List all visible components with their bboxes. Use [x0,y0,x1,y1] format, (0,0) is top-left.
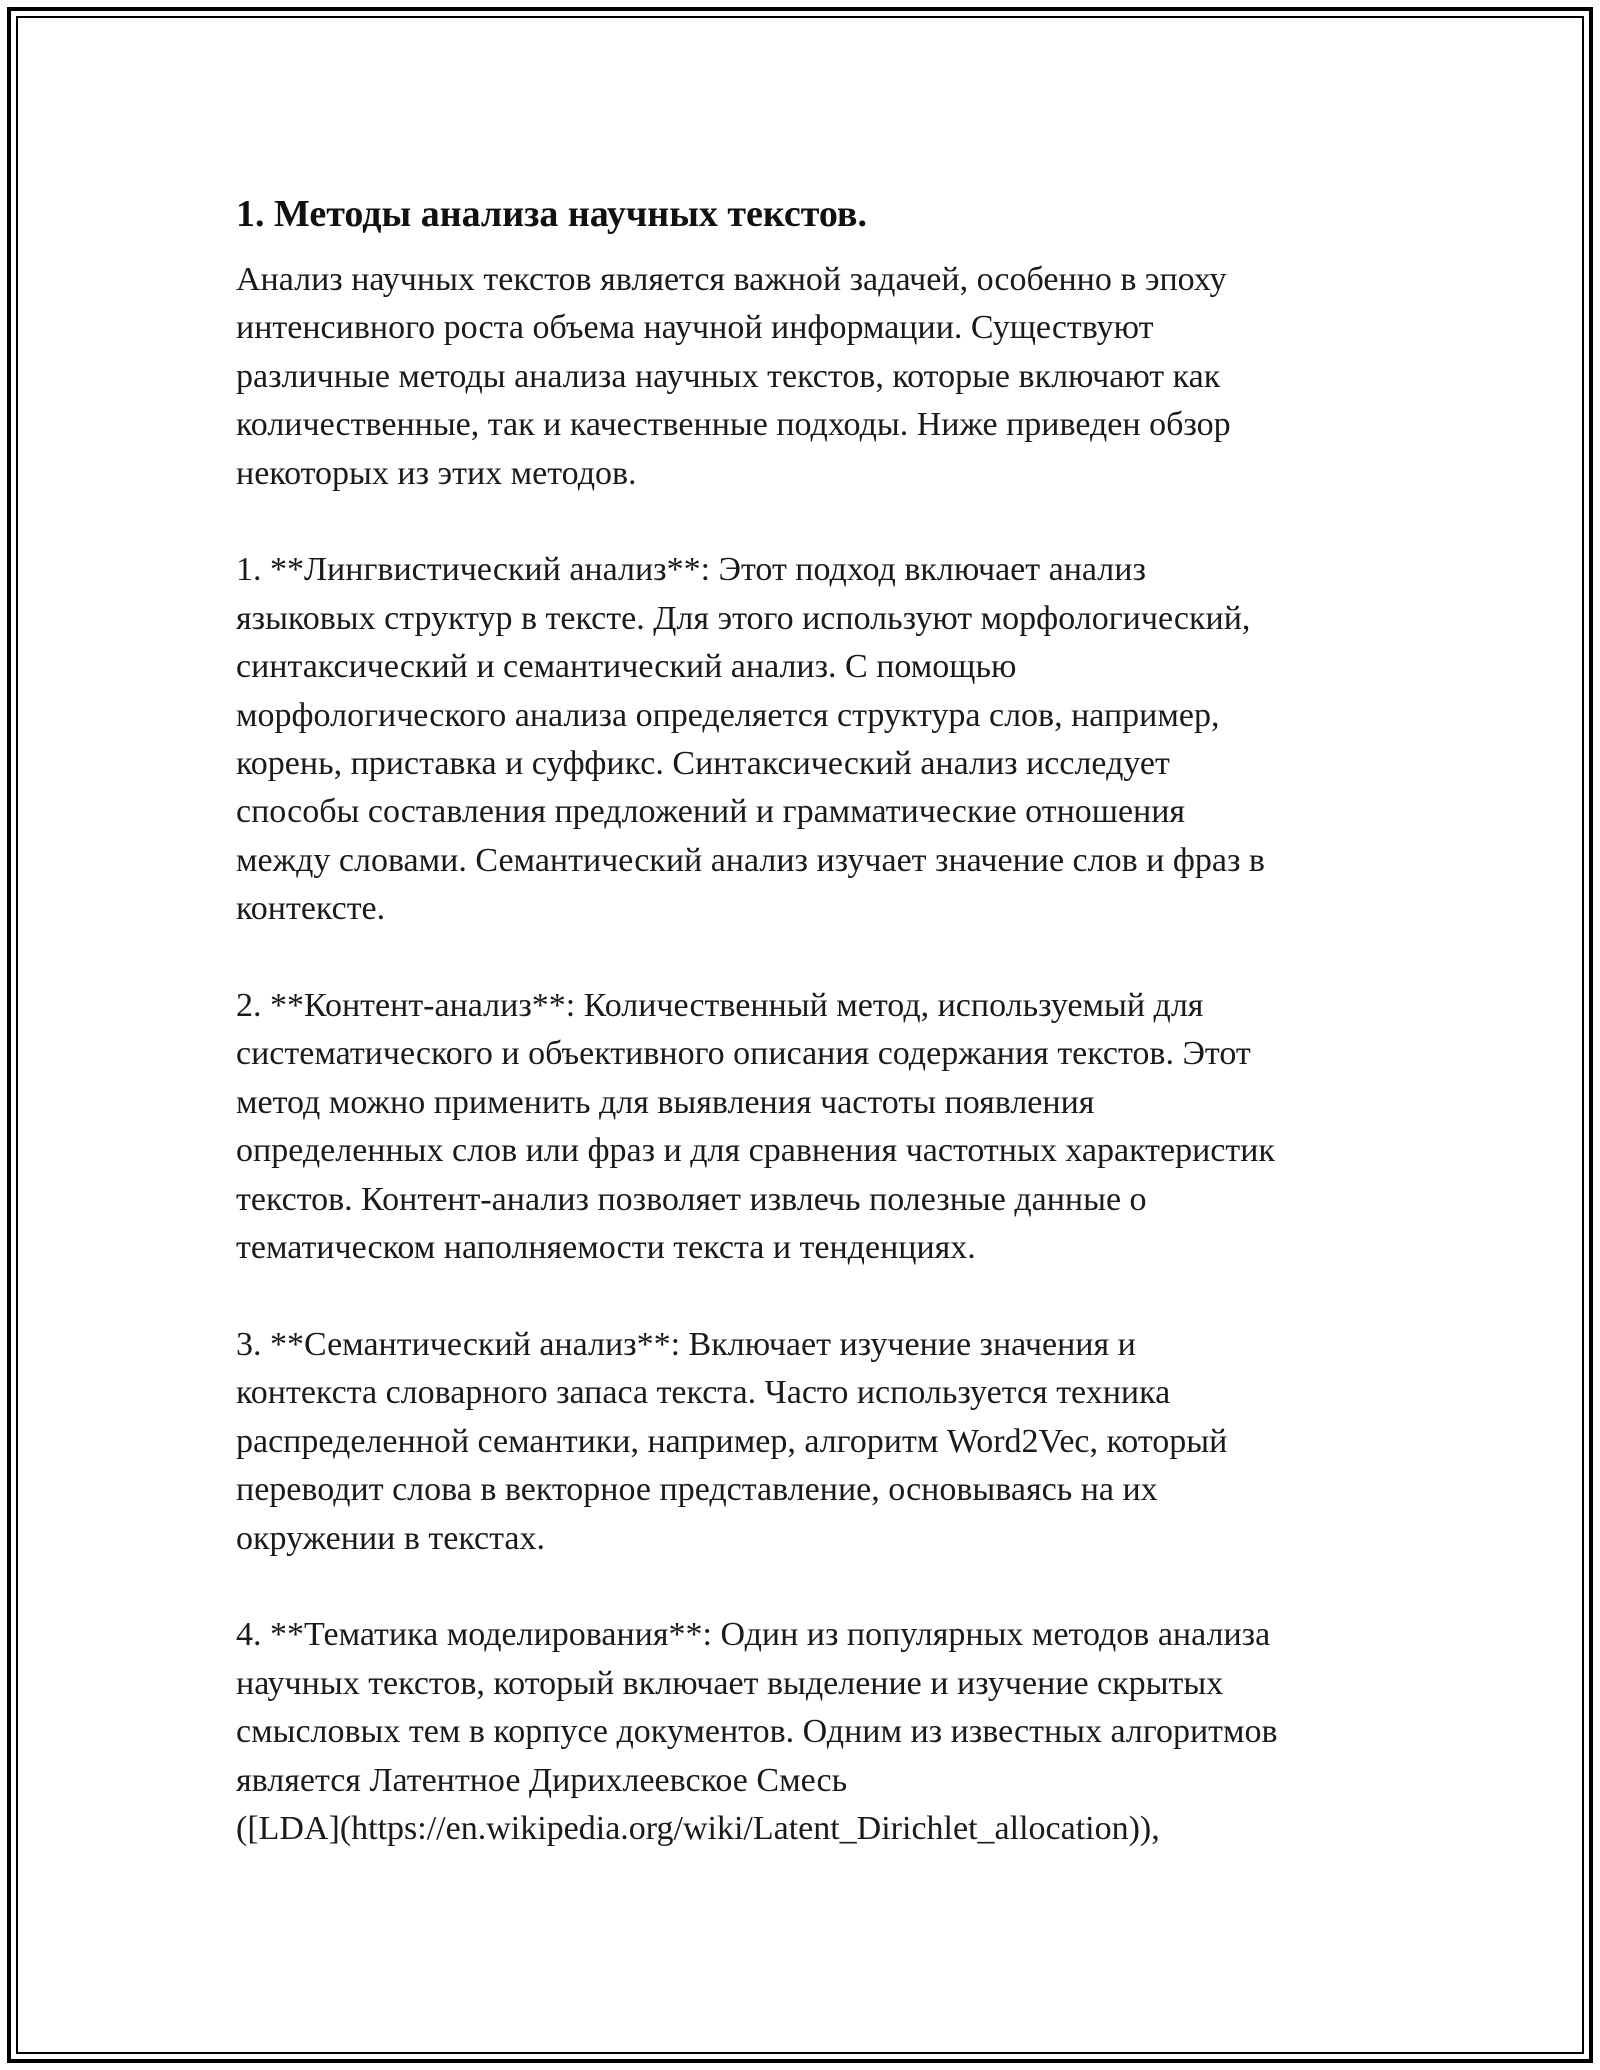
text-line: Анализ научных текстов является важной задачей, особенно в эпоху [236,261,1227,298]
text-line: метод можно применить для выявления частоты появления [236,1083,1095,1121]
text-line: количественные, так и качественные подходы. Ниже приведен обзор [236,406,1231,444]
text-line: 3. **Семантический анализ**: Включает изучение значения и [236,1325,1136,1363]
method-paragraph-content-analysis [236,982,1376,1272]
text-line: окружении в текстах. [236,1519,545,1557]
text-line: корень, приставка и суффикс. Синтаксический анализ исследует [236,745,1170,783]
method-paragraph-linguistic [236,546,1376,933]
text-line: способы составления предложений и грамматические отношения [236,793,1186,831]
method-paragraph-semantic [236,1321,1376,1563]
text-line: различные методы анализа научных текстов, которые включают как [236,357,1221,395]
text-line: 1. **Лингвистический анализ**: Этот подход включает анализ [236,551,1146,589]
text-line: 2. **Контент-анализ**: Количественный метод, используемый для [236,987,1204,1025]
text-line: морфологического анализа определяется структура слов, например, [236,696,1220,734]
text-line: текстов. Контент-анализ позволяет извлечь полезные данные о [236,1180,1147,1218]
method-paragraph-topic-modeling [236,1611,1376,1853]
text-line: контекста словарного запаса текста. Часто используется техника [236,1374,1171,1412]
text-line: некоторых из этих методов. [236,454,637,492]
text-line: смысловых тем в корпусе документов. Одним из известных алгоритмов [236,1713,1278,1751]
text-line: между словами. Семантический анализ изучает значение слов и фраз в [236,841,1265,879]
intro-paragraph [236,256,1376,498]
text-line: тематическом наполняемости текста и тенденциях. [236,1229,976,1267]
text-line: 4. **Тематика моделирования**: Один из популярных методов анализа [236,1616,1271,1654]
text-line: языковых структур в тексте. Для этого используют морфологический, [236,599,1251,637]
document-body [236,186,1376,1853]
text-line: синтаксический и семантический анализ. С помощью [236,648,1017,686]
text-line: интенсивного роста объема научной информации. Существуют [236,309,1154,347]
text-line: переводит слова в векторное представление, основываясь на их [236,1471,1158,1509]
text-line: определенных слов или фраз и для сравнения частотных характеристик [236,1132,1275,1170]
text-line: контексте. [236,890,386,928]
text-line: научных текстов, который включает выделение и изучение скрытых [236,1664,1224,1702]
text-line: систематического и объективного описания содержания текстов. Этот [236,1035,1251,1073]
section-heading: 1. Методы анализа научных текстов. [236,193,867,235]
text-line: является Латентное Дирихлеевское Смесь [236,1761,848,1799]
text-line: распределенной семантики, например, алгоритм Word2Vec, который [236,1422,1228,1460]
text-line: ([LDA](https://en.wikipedia.org/wiki/Latent_Dirichlet_allocation)), [236,1809,1160,1847]
